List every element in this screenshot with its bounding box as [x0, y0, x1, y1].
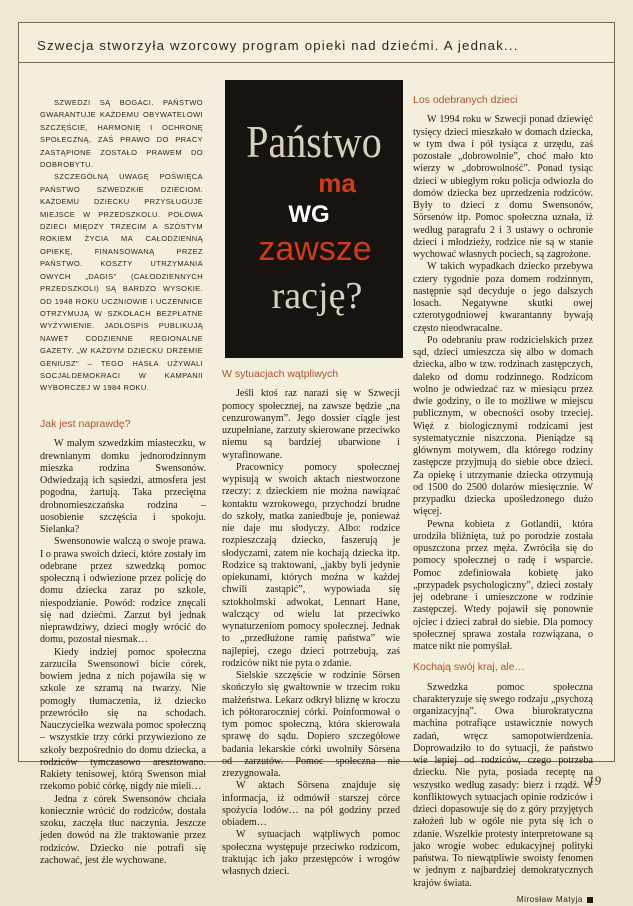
page-number: 19 [588, 773, 601, 788]
col3-paragraph-1: W 1994 roku w Szwecji ponad dziewięć tysięcy dzieci mieszkało w domach dziecka, w tym dwa i pół tysiąca z urzędu, zaś pozostałe „dobrowolnie”, choć mało kto wierzy w „dobrowolność”. Ponad tysiąc dzieci w ubiegłym roku policja odwiozła do domów dziecka bez uprzedzenia rodziców. Były to dzieci z domu Swensonów, Sörsenów itp. Pomoc społeczna uznała, iż według paragrafu 2 i 3 ustawy o ochronie dzieci i młodzieży, rodzice nie są w stanie wychować własnych pociech, są zagrożone. [413, 114, 593, 260]
poster-word-wg: WG [288, 201, 330, 228]
col2-paragraph-4: W aktach Sörsena znajduje się informacja, iż odmówił starszej córce spożycia lodów… na pół godziny przed obiadem… [222, 780, 400, 828]
section-heading-jak-jest: Jak jest naprawdę? [40, 418, 131, 430]
poster-image [225, 80, 403, 358]
column-left [40, 418, 206, 867]
author-signature [413, 894, 593, 906]
col1-paragraph-2: Swensonowie walczą o swoje prawa. I o prawa swoich dzieci, które zostały im odebrane przez szwedzką pomoc społeczną i odwiezione przez policję do domu dziecka zaraz po szkole, niespodzianie. Powód: rodzice znęcali się nad dziećmi. Zarzut był jednak nieprawdziwy, dzieci mogły wrócić do domu, pozostał niesmak… [40, 536, 206, 646]
author-name: Mirosław Matyja [516, 894, 583, 904]
poster-graphic [225, 80, 403, 358]
col3-paragraph-2: W takich wypadkach dziecko przebywa cztery tygodnie poza domem rodzinnym, następnie sąd decyduje o jego dalszych losach. Negatywne skutki owej czterotygodniowej kwarantanny bywają często nieodwracalne. [413, 261, 593, 334]
col3-paragraph-3: Po odebraniu praw rodzicielskich przez sąd, dzieci umieszcza się albo w domach dziecka, albo w tzw. rodzinach zastępczych, daleko od domu rodzinnego. Rodzicom wolno je odwiedzać raz w miesiącu przez dwie godziny, o ile to możliwe w miejscu publicznym, w obecności osoby trzeciej. Więź z biologicznymi rodzicami jest systematycznie niszczona. Pieniądze są głównym motywem, dla którego rodziny zastępcze przyjmują do siebie obce dzieci. Za opiekę i utrzymanie dziecka otrzymują od 1500 do 2500 dolarów miesięcznie. W przypadku dziecka upośledzonego dużo więcej. [413, 334, 593, 518]
end-mark [587, 897, 593, 903]
column-middle [222, 368, 400, 878]
poster-word-racje: rację? [271, 275, 363, 317]
lead-paragraph-2: SZCZEGÓLNĄ UWAGĘ POŚWIĘCA PAŃSTWO SZWEDZKIE DZIECIOM. KAŻDEMU DZIECKU PRZYSŁUGUJE MIEJSCE W PRZEDSZKOLU. POŁOWA DZIECI MIĘDZY TRZECIM A SZÓSTYM ROKIEM ŻYCIA MA CAŁODZIENNĄ OPIEKĘ, FINANSOWANĄ PRZEZ PAŃSTWO. KOSZTY UTRZYMANIA OWYCH „DAGIS” (CAŁODZIENNYCH PRZEDSZKOLI) SĄ BARDZO WYSOKIE. OD 1948 ROKU UCZNIOWIE I UCZENNICE OTRZYMUJĄ W SZKOŁACH BEZPŁATNE WYŻYWIENIE. JADŁOSPIS PUBLIKUJĄ NAWET CODZIENNE REGIONALNE GAZETY. „W KAŻDYM DZIECKU DRZEMIE GENIUSZ” – TEGO HASŁA UŻYWALI SOCJALDEMOKRACI W KAMPANII WYBORCZEJ W 1984 ROKU. [40, 172, 203, 393]
poster-word-ma: ma [318, 168, 356, 198]
col2-paragraph-2: Pracownicy pomocy społecznej wypisują w swoich aktach niestworzone rzeczy: z dzieckiem nie można nawiązać kontaktu wzrokowego, przychodzi brudne do szkoły, matka zaniedbuje je, ponieważ nie daje mu słodyczy. Albo: rodzice rozpieszczają dziecko, faszerują je słodyczami, zatem nie kochają dziecka itp. Rodzice są traktowani, „jakby byli jedynie opiekunami, których można w każdej chwili zastąpić”, wypowiada się sztokholmski adwokat, Lennart Hane, walczący od wielu lat przeciwko wynaturzeniom pomocy społecznej. Jednak to „przedłużone ramię państwa” wie najlepiej, czego dzieci potrzebują, zaś rodziców nikt nie pyta o zdanie. [222, 461, 400, 669]
col2-paragraph-1: Jeśli ktoś raz narazi się w Szwecji pomocy społecznej, na zawsze będzie „na cenzurowanym”. Jego dossier ciągle jest uzupełniane, zarzuty skierowane przeciwko niemu są bardziej ubarwione i wyrafinowane. [222, 388, 400, 461]
col1-paragraph-4: Jedna z córek Swensonów chciała koniecznie wrócić do rodziców, dostała szoku, zaczęła tłuc naczynia. Jeszcze jeden dowód na źle traktowanie przez rodziców. Dziecko nie potrafi się zachować, jest źle wychowane. [40, 793, 206, 866]
section-heading-kochaja: Kochają swój kraj, ale… [413, 661, 526, 674]
article-title: Szwecja stworzyła wzorcowy program opieki nad dziećmi. A jednak... [19, 23, 614, 63]
column-right [413, 94, 593, 906]
col3-paragraph-5: Szwedzka pomoc społeczna charakteryzuje się swego rodzaju „psychozą organizacyjną”. Owa biurokratyczna machina potrafiące ustawicznie nowych zadań, wręcz samopotwierdzenia. Doprowadziło to do sytuacji, że państwo wie lepiej od rodziców, czego potrzeba dziecku. Nie pyta, posiada receptę na wszystko według zasady: bierz i rządź. W konfliktowych sytuacjach opinie rodziców i dzieci dopasowuje się do z góry przyjętych założeń lub w ogóle nie pyta się ich o zdanie. Wszelkie protesty interpretowane są jako wrogie wobec edukacyjnej polityki państwa. To niewątpliwie swoisty fenomen w jednym z najbardziej demokratycznych krajów świata. [413, 681, 593, 889]
poster-word-panstwo: Państwo [246, 117, 382, 168]
col2-paragraph-5: W sytuacjach wątpliwych pomoc społeczna występuje przeciwko rodzicom, traktując ich jako przestępców i wrogów własnych dzieci. [222, 829, 400, 877]
section-heading-los: Los odebranych dzieci [413, 94, 518, 106]
poster-word-zawsze: zawsze [258, 230, 372, 268]
col1-paragraph-1: W małym szwedzkim miasteczku, w drewnianym domku jednorodzinnym mieszka rodzina Swensonów. Odwiedzają ich sąsiedzi, atmosfera jest pogodna, żartują. Taka przeciętna drobnomieszczańska rodzina – uosobienie szczęścia i spokoju. Sielanka? [40, 438, 206, 535]
lead-paragraph-1: SZWEDZI SĄ BOGACI. PAŃSTWO GWARANTUJE KAŻDEMU OBYWATELOWI SZCZĘŚCIE, HARMONIĘ I OCHRONĘ SPOŁECZNĄ, ZAŚ PRAWO DO PRACY ZASTĄPIONE ZOSTAŁO PRAWEM DO DOBROBYTU. [40, 98, 203, 170]
col2-paragraph-3: Sielskie szczęście w rodzinie Sörsen skończyło się gwałtownie w trzecim roku małżeństwa. Lekarz odkrył bliznę w kroczu ich półtoraroczniej córki. Poinformował o tym pomoc społeczną, która skierowała sprawę do sądu. Dopiero szczegółowe badania lekarskie córki uwolniły Sörsena od zarzutów. Pomoc społeczna nie zrezygnowała. [222, 670, 400, 779]
article-lead [40, 97, 203, 395]
col3-paragraph-4: Pewna kobieta z Gotlandii, która urodziła bliźnięta, tuż po porodzie została opuszczona przez męża. Zwróciła się do pomocy społecznej o radę i wsparcie. Pomoc zdefiniowała kobietę jako „przypadek psychologiczny”, dzieci zostały jej odebrane i umieszczone w rodzinie zastępczej. Wtedy pojawił się ponownie ojciec i dzieci zabrał do siebie. Dla pomocy społecznej sprawa została rozwiązana, o matce nikt nie pomyślał. [413, 518, 593, 652]
section-heading-w-sytuacjach: W sytuacjach wątpliwych [222, 368, 339, 380]
col1-paragraph-3: Kiedy indziej pomoc społeczna zarzuciła Swensonowi bicie córek, bowiem jedna z nich pojawiła się w szkole ze szramą na twarzy. Nie pomogły tłumaczenia, iż dziecko przewróciło się na schodach. Nauczycielka wezwała pomoc społeczną – wszystkie trzy córki przywieziono ze szkoły bezpośrednio do domu dziecka, a rodziców tymczasowo aresztowano. Rakiety tenisowej, którą Swenson miał rzekomo pobić córkę, nigdy nie mieli… [40, 646, 206, 793]
